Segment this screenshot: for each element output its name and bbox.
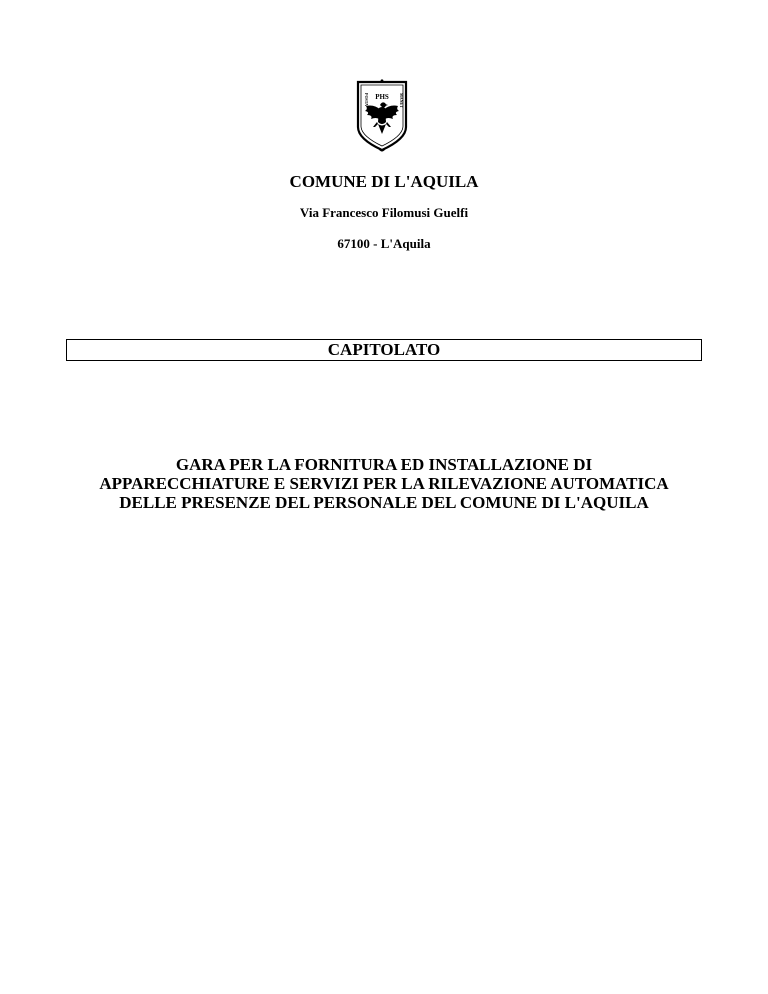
tender-title-line: DELLE PRESENZE DEL PERSONALE DEL COMUNE DI L'AQUILA (119, 493, 649, 512)
street-address: Via Francesco Filomusi Guelfi (299, 205, 469, 220)
tender-title (40, 455, 728, 512)
crest-motto-left: POSTA (364, 93, 369, 107)
crest-monogram: PHS (375, 93, 389, 101)
crest-motto-right: MANET (399, 93, 404, 108)
postal-address: 67100 - L'Aquila (337, 236, 431, 251)
document-type-box (66, 339, 702, 361)
document-type-label: CAPITOLATO (327, 340, 441, 359)
tender-title-line: GARA PER LA FORNITURA ED INSTALLAZIONE DI (175, 455, 593, 474)
municipality-name: COMUNE DI L'AQUILA (289, 172, 479, 191)
laquila-coat-of-arms-icon (352, 79, 412, 153)
tender-title-line: APPARECCHIATURE E SERVIZI PER LA RILEVAZIONE AUTOMATICA (99, 474, 669, 493)
coat-of-arms (352, 79, 412, 153)
